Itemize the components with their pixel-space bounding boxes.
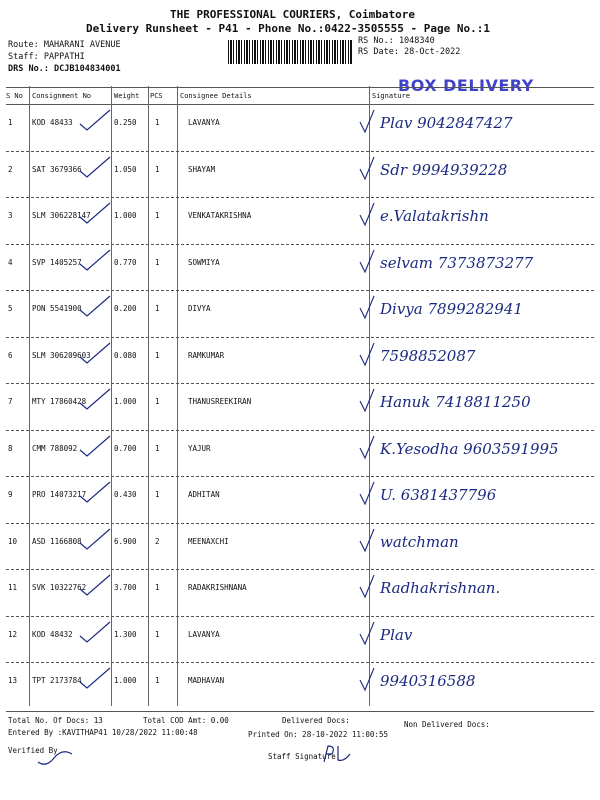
non-delivered-docs: Non Delivered Docs:: [404, 720, 490, 729]
row-divider: [6, 476, 594, 477]
check-mark: [78, 620, 112, 644]
row-divider: [6, 151, 594, 152]
row-sno: 13: [8, 676, 18, 685]
row-signature: selvam 7373873277: [380, 253, 534, 272]
row-divider: [6, 662, 594, 663]
col-divider: [177, 86, 178, 706]
row-sno: 11: [8, 583, 18, 592]
total-docs: Total No. Of Docs: 13: [8, 716, 103, 725]
row-pcs: 1: [155, 118, 160, 127]
signature-check-mark: [358, 434, 376, 460]
row-signature: Plav: [380, 625, 413, 644]
check-mark: [78, 480, 112, 504]
signature-check-mark: [358, 341, 376, 367]
row-sno: 5: [8, 304, 13, 313]
staff-signature-scribble: [320, 742, 360, 766]
row-pcs: 2: [155, 536, 160, 546]
row-consignment: SLM 306209603: [32, 350, 91, 360]
row-consignee: THANUSREEKIRAN: [188, 397, 252, 406]
row-consignment: ASD 1166808: [32, 536, 82, 546]
row-signature: Hanuk 7418811250: [380, 393, 531, 411]
row-consignee: LAVANYA: [188, 629, 220, 639]
row-consignment: CMM 788092: [32, 443, 78, 453]
signature-check-mark: [358, 666, 376, 692]
row-pcs: 1: [155, 443, 160, 453]
row-consignment: KOD 48433: [32, 118, 73, 127]
col-weight: Weight: [114, 92, 140, 100]
row-pcs: 1: [155, 676, 160, 685]
row-consignment: KOD 48432: [32, 629, 73, 639]
row-sno: 8: [8, 443, 13, 453]
header-bottom-rule: [6, 104, 594, 105]
check-mark: [78, 666, 112, 690]
company-title: THE PROFESSIONAL COURIERS, Coimbatore: [170, 8, 416, 21]
row-signature: Sdr 9994939228: [380, 160, 508, 179]
rs-date: RS Date: 28-Oct-2022: [358, 47, 461, 57]
row-weight: 1.000: [114, 211, 137, 220]
row-divider: [6, 430, 594, 431]
row-signature: 7598852087: [380, 346, 476, 365]
col-divider: [148, 86, 149, 706]
check-mark: [78, 201, 112, 225]
row-consignee: VENKATAKRISHNA: [188, 211, 252, 220]
row-divider: [6, 616, 594, 617]
row-consignment: SVK 10322762: [32, 583, 87, 592]
row-signature: watchman: [380, 532, 459, 551]
row-pcs: 1: [155, 211, 160, 220]
row-sno: 3: [8, 211, 13, 220]
row-weight: 1.300: [114, 629, 137, 639]
delivered-docs: Delivered Docs:: [282, 716, 350, 725]
row-consignment: MTY 17860428: [32, 397, 87, 406]
row-sno: 10: [8, 536, 18, 546]
signature-check-mark: [358, 294, 376, 320]
row-consignment: SAT 3679366: [32, 164, 82, 174]
row-weight: 0.080: [114, 350, 137, 360]
verifier-scribble: [34, 748, 74, 768]
col-consignment: Consignment No: [32, 92, 92, 100]
row-pcs: 1: [155, 490, 160, 499]
check-mark: [78, 573, 112, 597]
row-consignee: SHAYAM: [188, 164, 216, 174]
row-consignee: MADHAVAN: [188, 676, 225, 685]
row-consignee: RAMKUMAR: [188, 350, 225, 360]
total-cod: Total COD Amt: 0.00: [143, 716, 229, 725]
row-consignment: TPT 2173784: [32, 676, 82, 685]
row-weight: 6.900: [114, 536, 137, 546]
row-consignee: RADAKRISHNANA: [188, 583, 247, 592]
row-consignee: LAVANYA: [188, 118, 220, 127]
signature-check-mark: [358, 620, 376, 646]
check-mark: [78, 387, 112, 411]
row-consignment: PRO 14073217: [32, 490, 87, 499]
col-signature: Signature: [372, 92, 410, 100]
check-mark: [78, 527, 112, 551]
check-mark: [78, 294, 112, 318]
row-signature: K.Yesodha 9603591995: [380, 439, 559, 458]
signature-check-mark: [358, 155, 376, 181]
signature-check-mark: [358, 108, 376, 134]
row-sno: 6: [8, 350, 13, 360]
runsheet-title: Delivery Runsheet - P41 - Phone No.:0422-3505555 - Page No.:1: [86, 22, 490, 35]
row-consignment: PON 5541900: [32, 304, 82, 313]
footer-rule: [6, 711, 594, 712]
barcode: [228, 40, 352, 64]
row-sno: 2: [8, 164, 13, 174]
row-consignee: DIVYA: [188, 304, 211, 313]
row-divider: [6, 290, 594, 291]
row-signature: Divya 7899282941: [380, 300, 523, 318]
row-signature: U. 6381437796: [380, 486, 497, 504]
row-divider: [6, 569, 594, 570]
entered-by: Entered By :KAVITHAP41 10/28/2022 11:00:48: [8, 728, 198, 737]
check-mark: [78, 434, 112, 458]
row-signature: e.Valatakrishn: [380, 207, 489, 225]
row-divider: [6, 244, 594, 245]
row-signature: Radhakrishnan.: [380, 579, 501, 597]
verified-by: Verified By: [8, 746, 58, 755]
signature-check-mark: [358, 480, 376, 506]
row-weight: 0.700: [114, 443, 137, 453]
signature-check-mark: [358, 387, 376, 413]
row-weight: 1.050: [114, 164, 137, 174]
row-pcs: 1: [155, 257, 160, 267]
row-weight: 0.250: [114, 118, 137, 127]
col-consignee: Consignee Details: [180, 92, 252, 100]
signature-check-mark: [358, 573, 376, 599]
box-delivery-stamp: BOX DELIVERY: [398, 76, 534, 95]
printed-on: Printed On: 28-10-2022 11:00:55: [248, 730, 388, 739]
row-weight: 0.200: [114, 304, 137, 313]
header-top-rule: [6, 87, 594, 88]
check-mark: [78, 248, 112, 272]
row-divider: [6, 383, 594, 384]
row-sno: 12: [8, 629, 18, 639]
row-pcs: 1: [155, 629, 160, 639]
row-consignee: YAJUR: [188, 443, 211, 453]
row-weight: 3.700: [114, 583, 137, 592]
drs-number: DRS No.: DCJB104834001: [8, 64, 121, 74]
row-pcs: 1: [155, 304, 160, 313]
check-mark: [78, 341, 112, 365]
row-consignee: SOWMIYA: [188, 257, 220, 267]
row-sno: 1: [8, 118, 13, 127]
row-consignee: ADHITAN: [188, 490, 220, 499]
check-mark: [78, 155, 112, 179]
row-consignment: SVP 1405257: [32, 257, 82, 267]
signature-check-mark: [358, 201, 376, 227]
signature-check-mark: [358, 527, 376, 553]
row-signature: Plav 9042847427: [380, 114, 513, 132]
staff-signature: Staff Signature: [268, 752, 336, 761]
row-weight: 0.770: [114, 257, 137, 267]
row-sno: 4: [8, 257, 13, 267]
row-signature: 9940316588: [380, 672, 476, 690]
signature-check-mark: [358, 248, 376, 274]
col-divider: [29, 86, 30, 706]
row-divider: [6, 523, 594, 524]
row-pcs: 1: [155, 164, 160, 174]
row-sno: 9: [8, 490, 13, 499]
row-pcs: 1: [155, 583, 160, 592]
staff-text: Staff: PAPPATHI: [8, 52, 85, 62]
row-weight: 1.000: [114, 676, 137, 685]
col-sno: S No: [6, 92, 23, 100]
check-mark: [78, 108, 112, 132]
row-consignment: SLM 306228147: [32, 211, 91, 220]
row-weight: 0.430: [114, 490, 137, 499]
row-weight: 1.000: [114, 397, 137, 406]
col-pcs: PCS: [150, 92, 163, 100]
row-consignee: MEENAXCHI: [188, 536, 229, 546]
row-pcs: 1: [155, 397, 160, 406]
row-sno: 7: [8, 397, 13, 406]
row-divider: [6, 197, 594, 198]
route-text: Route: MAHARANI AVENUE: [8, 40, 121, 50]
row-pcs: 1: [155, 350, 160, 360]
row-divider: [6, 337, 594, 338]
rs-number: RS No.: 1048340: [358, 36, 435, 46]
